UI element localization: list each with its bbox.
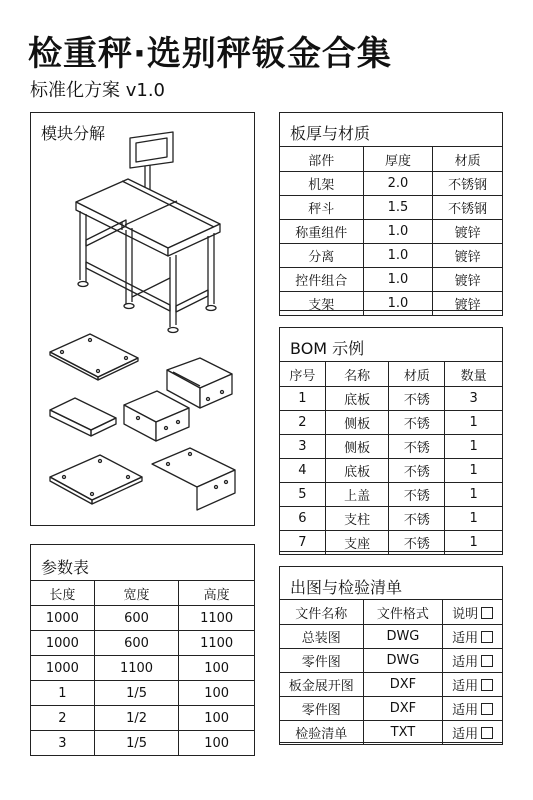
table-cell <box>325 483 389 507</box>
checkbox[interactable] <box>481 607 493 619</box>
checkbox[interactable] <box>481 703 493 715</box>
column-header: 序号 <box>280 362 326 387</box>
cell-value: 侧板 <box>344 417 371 432</box>
table-cell <box>389 507 445 531</box>
table-cell <box>389 435 445 459</box>
table-cell <box>325 507 389 531</box>
table-cell <box>443 649 503 673</box>
table-row <box>31 681 255 706</box>
column-header: 宽度 <box>94 581 179 606</box>
page-subtitle: 标准化方案 v1.0 <box>30 80 165 101</box>
cell-value: 底板 <box>344 393 371 408</box>
cell-value: 1000 <box>45 660 79 676</box>
base-plate-icon <box>50 455 142 504</box>
table-cell <box>280 483 326 507</box>
table-cell <box>94 731 179 756</box>
table-cell <box>94 631 179 656</box>
cell-value: 机架 <box>308 178 335 193</box>
column-header: 材质 <box>389 362 445 387</box>
table-cell <box>389 411 445 435</box>
cell-value: 1 <box>469 511 478 526</box>
cell-value: 1000 <box>45 610 79 626</box>
table-cell <box>445 435 503 459</box>
table-cell <box>363 220 433 244</box>
table-cell <box>280 411 326 435</box>
cell-value: 支架 <box>308 298 335 313</box>
table-cell <box>325 435 389 459</box>
table-cell <box>433 268 503 292</box>
table-cell <box>433 196 503 220</box>
thickness-panel <box>279 112 503 311</box>
table-cell <box>445 387 503 411</box>
angle-bracket-icon <box>152 448 235 510</box>
table-cell <box>363 649 443 673</box>
table-cell <box>363 673 443 697</box>
checkweigher-assembly-icon <box>76 132 220 333</box>
table-cell <box>31 731 95 756</box>
cell-value: 1 <box>469 415 478 430</box>
table-header-row <box>280 600 503 625</box>
cell-value: 底板 <box>344 465 371 480</box>
table-cell <box>443 625 503 649</box>
cell-value: 100 <box>204 660 230 676</box>
table-cell <box>325 411 389 435</box>
cell-value: 分离 <box>308 250 335 265</box>
cell-value: 1 <box>298 391 307 406</box>
table-row <box>280 411 503 435</box>
cell-value: 不锈 <box>403 489 430 504</box>
table-cell <box>31 656 95 681</box>
table-header-row <box>280 362 503 387</box>
column-header: 材质 <box>433 147 503 172</box>
outputs-table <box>279 599 503 745</box>
table-cell <box>433 220 503 244</box>
table-cell <box>389 483 445 507</box>
table-row <box>280 387 503 411</box>
params-table <box>30 580 255 756</box>
column-header: 高度 <box>179 581 255 606</box>
table-cell <box>31 606 95 631</box>
cell-value: 600 <box>124 635 149 651</box>
cell-value: 检验清单 <box>295 727 348 742</box>
cell-value: 1100 <box>200 635 234 651</box>
cell-value: 3 <box>58 735 67 751</box>
table-cell <box>179 681 255 706</box>
table-cell <box>363 697 443 721</box>
cell-value: 控件组合 <box>295 274 348 289</box>
params-title: 参数表 <box>41 558 90 577</box>
cell-value: DXF <box>389 677 417 692</box>
column-header <box>443 600 503 625</box>
cell-value: 不锈 <box>403 393 430 408</box>
table-row <box>31 706 255 731</box>
column-header: 部件 <box>280 147 364 172</box>
table-row <box>280 244 503 268</box>
cell-value: 2 <box>298 415 307 430</box>
checkbox[interactable] <box>481 679 493 691</box>
cell-value: 1100 <box>200 610 234 626</box>
params-panel <box>30 544 255 756</box>
cell-value: 1/5 <box>126 735 147 751</box>
column-header: 厚度 <box>363 147 433 172</box>
table-cell <box>363 172 433 196</box>
table-cell <box>280 387 326 411</box>
table-row <box>280 625 503 649</box>
table-cell <box>280 292 364 316</box>
cell-value: 不锈 <box>403 417 430 432</box>
cell-value: 1.0 <box>387 248 409 263</box>
cell-value: 镀锌 <box>454 226 481 241</box>
column-header: 文件格式 <box>363 600 443 625</box>
table-cell <box>94 681 179 706</box>
cell-value: 支座 <box>344 537 371 552</box>
column-header: 数量 <box>445 362 503 387</box>
cell-value: 1000 <box>45 635 79 651</box>
cell-value: 2.0 <box>387 176 409 191</box>
column-header: 长度 <box>31 581 95 606</box>
table-row <box>31 656 255 681</box>
cell-value: 1/2 <box>126 710 147 726</box>
cell-value: DWG <box>386 653 420 668</box>
cell-value: 不锈 <box>403 513 430 528</box>
cell-value: 2 <box>58 710 67 726</box>
table-cell <box>179 731 255 756</box>
table-cell <box>433 244 503 268</box>
table-cell <box>280 268 364 292</box>
table-cell <box>389 459 445 483</box>
cell-value: 适用 <box>452 703 479 718</box>
outputs-title: 出图与检验清单 <box>290 578 403 597</box>
table-cell <box>31 631 95 656</box>
table-cell <box>280 196 364 220</box>
table-cell <box>325 387 389 411</box>
tray-box-icon <box>167 358 232 408</box>
cell-value: 1.0 <box>387 272 409 287</box>
cell-value: 不锈 <box>403 441 430 456</box>
table-cell <box>280 721 364 745</box>
cell-value: 总装图 <box>301 631 341 646</box>
cell-value: 上盖 <box>344 489 371 504</box>
cell-value: 7 <box>298 535 307 550</box>
cell-value: 6 <box>298 511 307 526</box>
bom-panel <box>279 327 503 552</box>
cell-value: 不锈 <box>403 465 430 480</box>
table-cell <box>445 483 503 507</box>
table-cell <box>179 606 255 631</box>
cell-value: 不锈钢 <box>448 178 488 193</box>
cell-value: 4 <box>298 463 307 478</box>
table-cell <box>94 656 179 681</box>
table-row <box>280 220 503 244</box>
table-row <box>280 435 503 459</box>
cell-value: 秤斗 <box>308 202 335 217</box>
cell-value: 1 <box>469 535 478 550</box>
cell-value: 1 <box>469 487 478 502</box>
table-cell <box>280 459 326 483</box>
outputs-panel <box>279 566 503 743</box>
table-cell <box>389 531 445 555</box>
table-cell <box>280 673 364 697</box>
table-cell <box>280 172 364 196</box>
cell-value: 适用 <box>452 631 479 646</box>
table-row <box>280 483 503 507</box>
cell-value: TXT <box>390 725 416 740</box>
table-cell <box>280 531 326 555</box>
cell-value: DWG <box>386 629 420 644</box>
table-cell <box>280 625 364 649</box>
cell-value: 不锈钢 <box>448 202 488 217</box>
column-header: 文件名称 <box>280 600 364 625</box>
table-row <box>280 507 503 531</box>
cell-value: 1100 <box>119 660 154 676</box>
cell-value: 1.0 <box>387 224 409 239</box>
cell-value: 适用 <box>452 655 479 670</box>
table-cell <box>443 721 503 745</box>
table-cell <box>363 625 443 649</box>
cell-value: 零件图 <box>301 655 341 670</box>
thickness-table <box>279 146 503 316</box>
table-row <box>280 172 503 196</box>
cell-value: 100 <box>204 735 230 751</box>
cell-value: 支柱 <box>344 513 371 528</box>
cell-value: 不锈 <box>403 537 430 552</box>
table-cell <box>433 172 503 196</box>
bom-table <box>279 361 503 555</box>
table-row <box>280 673 503 697</box>
table-row <box>31 606 255 631</box>
table-cell <box>445 531 503 555</box>
table-cell <box>280 649 364 673</box>
cell-value: 100 <box>204 710 230 726</box>
cell-value: 5 <box>298 487 307 502</box>
exploded-view-drawing <box>30 112 255 526</box>
table-cell <box>445 507 503 531</box>
bent-plate-icon <box>50 398 116 436</box>
table-header-row <box>31 581 255 606</box>
table-cell <box>179 631 255 656</box>
table-cell <box>94 606 179 631</box>
checkbox[interactable] <box>481 655 493 667</box>
table-cell <box>443 697 503 721</box>
cell-value: 板金展开图 <box>288 679 354 694</box>
cell-value: 3 <box>469 391 478 406</box>
table-cell <box>31 681 95 706</box>
table-cell <box>179 706 255 731</box>
exploded-view-panel <box>30 112 255 526</box>
exploded-view-title: 模块分解 <box>41 124 106 143</box>
cell-value: 1.5 <box>387 200 409 215</box>
table-row <box>280 459 503 483</box>
channel-tray-icon <box>124 391 189 441</box>
table-cell <box>280 697 364 721</box>
table-row <box>280 196 503 220</box>
cell-value: 适用 <box>452 679 479 694</box>
table-cell <box>363 244 433 268</box>
cell-value: 1 <box>469 439 478 454</box>
table-row <box>280 531 503 555</box>
cell-value: 适用 <box>452 727 479 742</box>
table-cell <box>179 656 255 681</box>
cell-value: 称重组件 <box>295 226 348 241</box>
table-row <box>280 268 503 292</box>
table-cell <box>363 292 433 316</box>
table-cell <box>280 220 364 244</box>
cell-value: 1 <box>469 463 478 478</box>
table-cell <box>363 721 443 745</box>
checkbox[interactable] <box>481 727 493 739</box>
column-header-label: 说明 <box>452 606 479 622</box>
page-title: 检重秤·选别秤钣金合集 <box>28 34 392 74</box>
table-row <box>280 721 503 745</box>
table-cell <box>433 292 503 316</box>
cell-value: 侧板 <box>344 441 371 456</box>
cell-value: DXF <box>389 701 417 716</box>
thickness-title: 板厚与材质 <box>290 124 371 143</box>
table-cell <box>445 459 503 483</box>
table-row <box>280 649 503 673</box>
table-cell <box>280 244 364 268</box>
cell-value: 镀锌 <box>454 250 481 265</box>
table-cell <box>31 706 95 731</box>
table-cell <box>325 459 389 483</box>
cell-value: 1/5 <box>126 685 147 701</box>
cell-value: 100 <box>204 685 230 701</box>
cell-value: 零件图 <box>301 703 341 718</box>
table-cell <box>363 268 433 292</box>
table-cell <box>325 531 389 555</box>
table-cell <box>445 411 503 435</box>
cell-value: 3 <box>298 439 307 454</box>
table-cell <box>94 706 179 731</box>
flat-plate-icon <box>50 334 138 380</box>
table-row <box>31 631 255 656</box>
column-header: 名称 <box>325 362 389 387</box>
table-row <box>280 697 503 721</box>
table-row <box>280 292 503 316</box>
cell-value: 镀锌 <box>454 298 481 313</box>
table-cell <box>363 196 433 220</box>
cell-value: 1 <box>58 685 67 701</box>
table-cell <box>389 387 445 411</box>
table-cell <box>280 507 326 531</box>
checkbox[interactable] <box>481 631 493 643</box>
cell-value: 1.0 <box>387 296 409 311</box>
table-cell <box>280 435 326 459</box>
table-row <box>31 731 255 756</box>
cell-value: 600 <box>124 610 149 626</box>
table-header-row <box>280 147 503 172</box>
bom-title: BOM 示例 <box>290 339 365 358</box>
cell-value: 镀锌 <box>454 274 481 289</box>
table-cell <box>443 673 503 697</box>
